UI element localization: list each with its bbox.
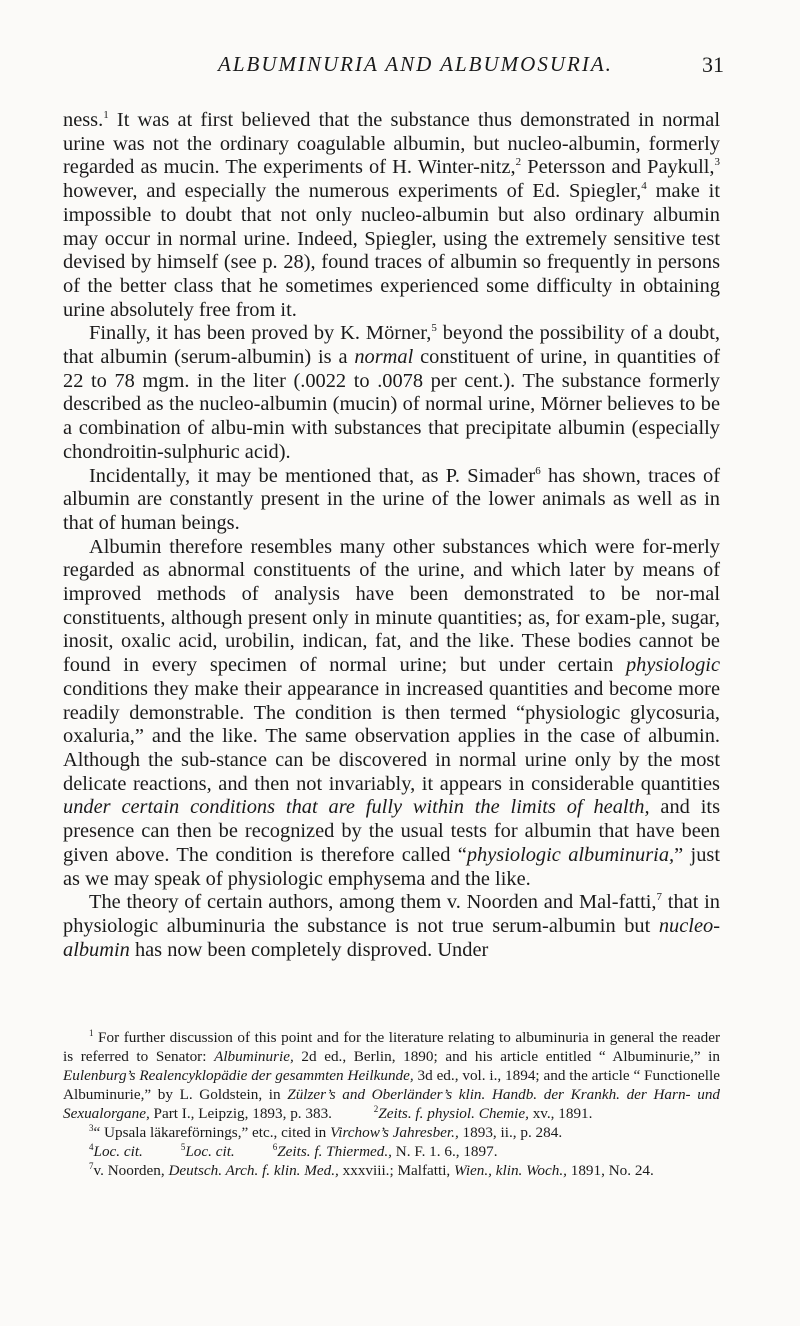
text-run: Petersson and Paykull, bbox=[521, 156, 715, 179]
text-run: v. Noorden, bbox=[93, 1162, 169, 1179]
page-number: 31 bbox=[702, 52, 724, 77]
emphasis: normal bbox=[354, 346, 414, 369]
text-run: 2d ed., Berlin, 1890; and his article entitled “ Albuminurie,” in bbox=[293, 1048, 720, 1065]
footnote-number: 7 bbox=[89, 1161, 94, 1171]
footnote-number: 5 bbox=[180, 1142, 186, 1152]
emphasis: Zeits. f. Thiermed., bbox=[277, 1143, 392, 1160]
emphasis: nucleo-albumin bbox=[63, 914, 720, 961]
text-run: xxxviii.; Malfatti, bbox=[338, 1162, 455, 1179]
text-run: Incidentally, it may be mentioned that, as P. Simader bbox=[89, 464, 536, 487]
running-title: ALBUMINURIA AND ALBUMOSURIA. bbox=[218, 52, 613, 76]
footnote-ref-2: 2 bbox=[515, 156, 522, 169]
text-run: beyond the possibility of a doubt, that albumin (serum-albumin) is a bbox=[63, 322, 720, 369]
paragraph-2 bbox=[63, 322, 720, 464]
text-run: has shown, traces of albumin are constantly present in the urine of the lower animals as well as in that of human beings. bbox=[63, 464, 721, 534]
footnote-1 bbox=[63, 1028, 720, 1123]
text-run: xv., 1891. bbox=[528, 1105, 593, 1122]
text-run: make it impossible to doubt that not only nucleo-albumin but also ordinary albumin may occur in normal urine. Indeed, Spiegler, using the extremely sensitive test devised by himself (see p. 28), found traces of albumin so frequently in persons of the better class that he sometimes experienced some difficulty in obtaining urine absolutely free from it. bbox=[63, 180, 720, 321]
footnote-number: 2 bbox=[373, 1104, 379, 1114]
text-run: ” just as we may speak of physiologic emphysema and the like. bbox=[63, 843, 720, 890]
text-run: Part I., Leipzig, 1893, p. 383. bbox=[149, 1105, 332, 1122]
emphasis: Loc. cit. bbox=[93, 1143, 143, 1160]
emphasis: physiologic albuminuria, bbox=[466, 843, 675, 866]
text-run: ness. bbox=[63, 109, 104, 131]
text-run: The theory of certain authors, among them v. Noorden and Mal-fatti, bbox=[89, 891, 657, 914]
paragraph-1 bbox=[63, 109, 720, 322]
text-run: N. F. 1. 6., 1897. bbox=[391, 1143, 498, 1160]
text-run: and its presence can then be recognized by the usual tests for albumin that have been given above. The condition is therefore called “ bbox=[63, 796, 720, 866]
text-run: For further discussion of this point and for the literature relating to albuminuria in general the reader is referred to Senator: bbox=[63, 1029, 720, 1065]
text-run: that in physiologic albuminuria the substance is not true serum-albumin but bbox=[63, 891, 720, 937]
paragraph-5 bbox=[63, 891, 720, 962]
footnote-ref-6: 6 bbox=[535, 464, 541, 477]
emphasis: Zülzer’s and Oberländer’s klin. Handb. der Krankh. der Harn- und Sexualorgane, bbox=[63, 1086, 721, 1122]
paragraph-3 bbox=[63, 465, 720, 536]
text-run: constituent of urine, in quantities of 22 to 78 mgm. in the liter (.0022 to .0078 per cent.). The substance formerly described as the nucleo-albumin (mucin) of normal urine, Mörner believes to be a combination of albu-min with substances that precipitate albumin (especially chondroitin-sulphuric acid). bbox=[63, 346, 720, 463]
emphasis: Zeits. f. physiol. Chemie, bbox=[378, 1105, 529, 1122]
footnotes-4-6 bbox=[63, 1142, 720, 1161]
text-run: however, and especially the numerous experiments of Ed. Spiegler, bbox=[63, 180, 642, 203]
paragraph-4 bbox=[63, 536, 720, 892]
text-run: 1891, No. 24. bbox=[566, 1162, 654, 1179]
emphasis: Virchow’s Jahresber., bbox=[330, 1124, 459, 1141]
text-run: has now been completely disproved. Under bbox=[129, 938, 489, 961]
footnote-7 bbox=[63, 1161, 720, 1180]
footnote-ref-3: 3 bbox=[714, 156, 721, 169]
emphasis: Deutsch. Arch. f. klin. Med., bbox=[168, 1162, 339, 1179]
text-run: conditions they make their appearance in increased quantities and become more readily demonstrable. The condition is then termed “physiologic glycosuria, oxaluria,” and the like. The same observation applies in the case of albumin. Although the sub-stance can be discovered in normal urine only by the most delicate reactions, and then not invariably, it appears in considerable quantities bbox=[63, 677, 720, 795]
footnote-ref-4: 4 bbox=[641, 180, 647, 193]
emphasis: Eulenburg’s Realencyklopädie der gesammten Heilkunde, bbox=[63, 1067, 414, 1084]
text-run: It was at first believed that the substance thus demonstrated in normal urine was not the ordinary coagulable albumin, but nucleo-albumin, formerly regarded as mucin. The experiments of H. Winter-nitz, bbox=[63, 109, 720, 179]
footnotes bbox=[63, 1028, 720, 1180]
text-run: “ Upsala läkareförnings,” etc., cited in bbox=[93, 1124, 331, 1141]
text-run: Albumin therefore resembles many other substances which were for-merly regarded as abnormal constituents of the urine, and which later by means of improved methods of analysis have been demonstrated to be nor-mal constituents, although present only in minute quantities; as, for exam-ple, sugar, inosit, oxalic acid, urobilin, indican, fat, and the like. These bodies cannot be found in every specimen of normal urine; but under certain bbox=[63, 535, 720, 677]
text-run: Finally, it has been proved by K. Mörner, bbox=[89, 322, 432, 345]
emphasis: under certain conditions that are fully within the limits of health, bbox=[63, 796, 650, 819]
running-head bbox=[0, 52, 800, 86]
footnote-ref-7: 7 bbox=[656, 891, 663, 904]
emphasis: Albuminurie, bbox=[214, 1048, 294, 1065]
footnote-number: 1 bbox=[89, 1028, 94, 1038]
emphasis: Wien., klin. Woch., bbox=[454, 1162, 567, 1179]
emphasis: Loc. cit. bbox=[185, 1143, 235, 1160]
footnote-ref-5: 5 bbox=[431, 322, 437, 335]
main-text bbox=[63, 109, 720, 962]
footnote-ref-1: 1 bbox=[103, 109, 109, 121]
footnote-3 bbox=[63, 1123, 720, 1142]
text-run: 1893, ii., p. 284. bbox=[458, 1124, 563, 1141]
footnote-number: 6 bbox=[272, 1142, 278, 1152]
text-run: 3d ed., vol. i., 1894; and the article “ Functionelle Albuminurie,” by L. Goldstein, in bbox=[63, 1067, 720, 1103]
emphasis: physiologic bbox=[625, 654, 720, 677]
footnote-number: 4 bbox=[89, 1142, 94, 1152]
footnote-number: 3 bbox=[89, 1123, 94, 1133]
